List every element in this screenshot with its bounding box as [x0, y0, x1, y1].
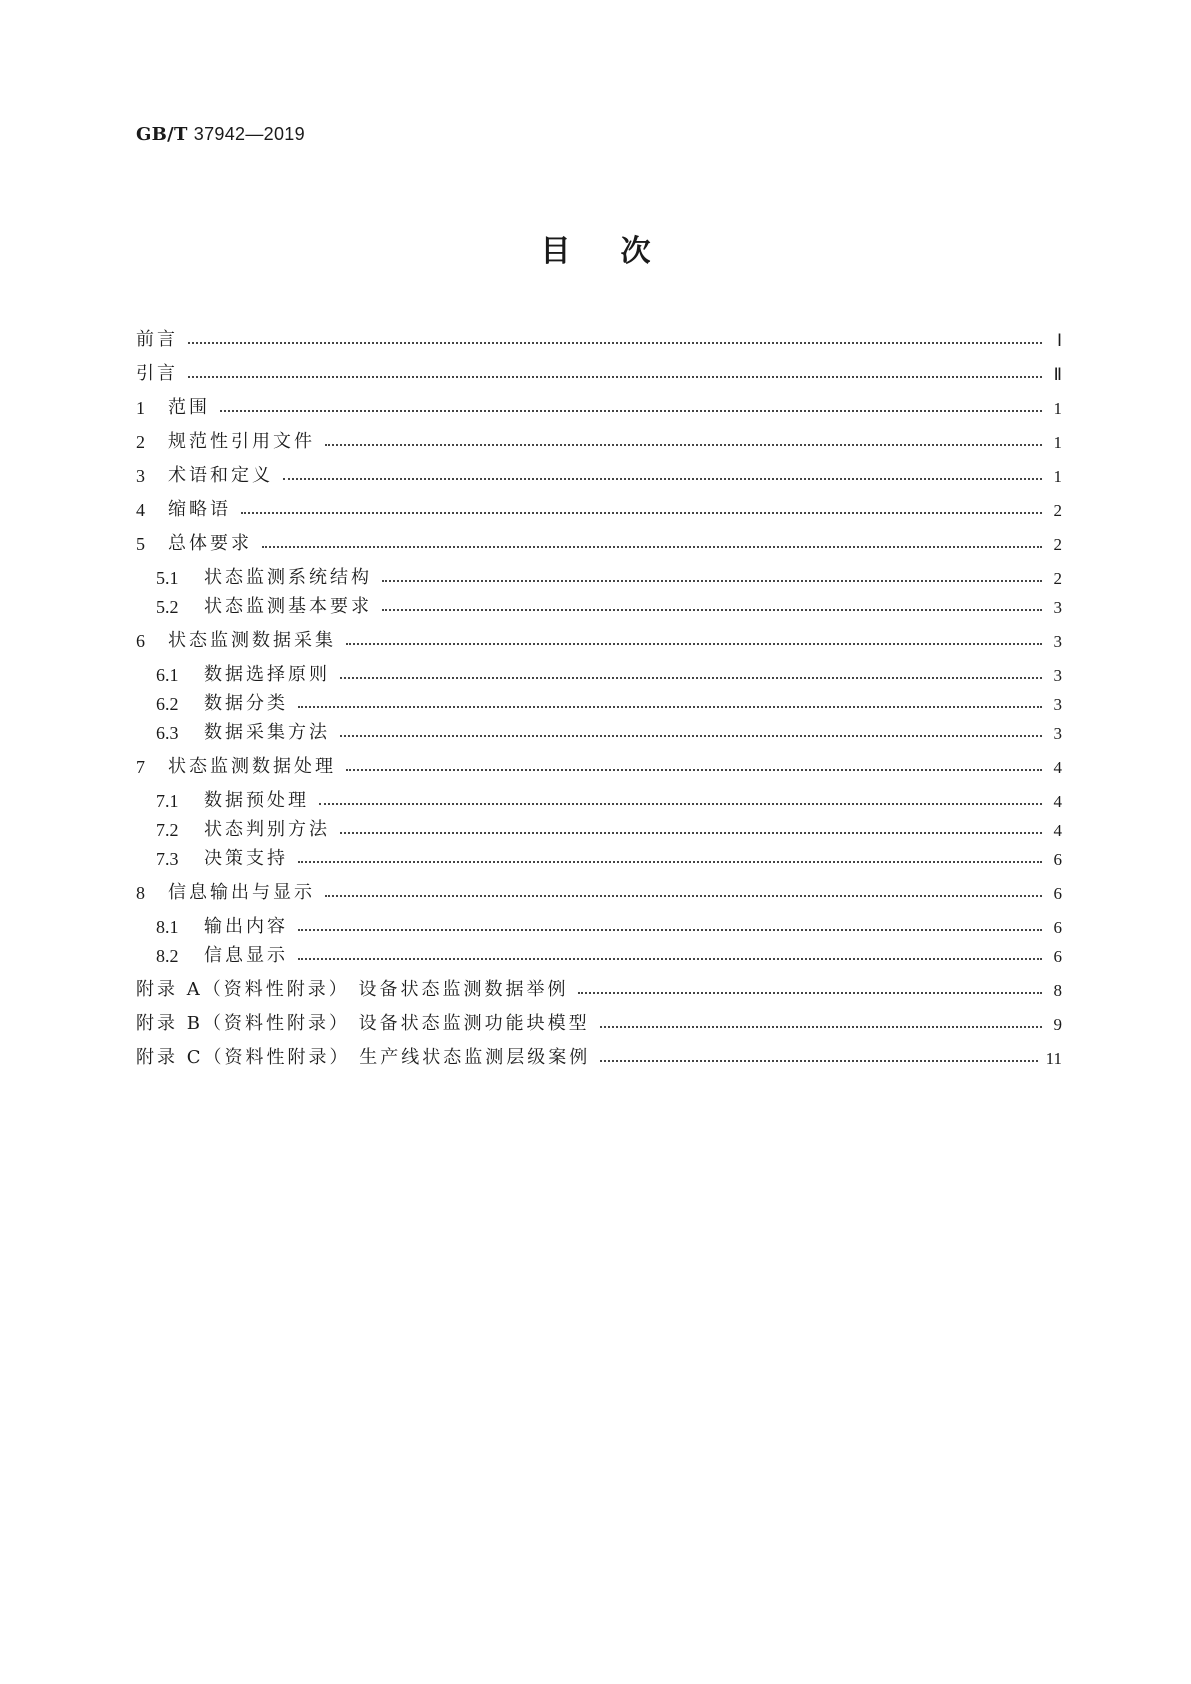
toc-label: 决策支持 [204, 848, 288, 869]
toc-entry-annex-c[interactable] [136, 1043, 1062, 1069]
toc-number: 8.2 [156, 946, 179, 966]
dot-leader [188, 342, 1042, 344]
dot-leader [340, 832, 1042, 834]
toc-label: 附录 A（资料性附录） 设备状态监测数据举例 [136, 979, 569, 1000]
toc-number: 3 [136, 466, 145, 486]
toc-entry-introduction[interactable] [136, 359, 1062, 385]
toc-page: Ⅱ [1053, 365, 1062, 384]
toc-label: 术语和定义 [168, 465, 273, 486]
toc-label: 附录 B（资料性附录） 设备状态监测功能块模型 [136, 1013, 590, 1034]
toc-subentry[interactable] [156, 660, 1062, 686]
toc-page: 3 [1053, 695, 1062, 714]
dot-leader [262, 546, 1042, 548]
toc-label: 引言 [136, 363, 178, 384]
toc-page: 2 [1053, 535, 1062, 554]
toc-page: 1 [1053, 399, 1062, 418]
dot-leader [298, 929, 1042, 931]
toc-number: 6 [136, 631, 145, 651]
dot-leader [382, 580, 1042, 582]
dot-leader [325, 895, 1042, 897]
toc-subentry[interactable] [156, 718, 1062, 744]
toc-page: 8 [1053, 981, 1062, 1000]
dot-leader [346, 769, 1042, 771]
toc-page: 11 [1045, 1049, 1062, 1068]
dot-leader [382, 609, 1042, 611]
toc-number: 6.3 [156, 723, 179, 743]
standard-number: 37942—2019 [193, 124, 305, 144]
toc-label: 前言 [136, 329, 178, 350]
toc-number: 5.1 [156, 568, 179, 588]
dot-leader [241, 512, 1042, 514]
toc-entry[interactable] [136, 495, 1062, 521]
dot-leader [298, 706, 1042, 708]
dot-leader [325, 444, 1042, 446]
dot-leader [600, 1060, 1037, 1062]
toc-page: 4 [1053, 821, 1062, 840]
toc-number: 7 [136, 757, 145, 777]
toc-entry-annex-a[interactable] [136, 975, 1062, 1001]
toc-page: 4 [1053, 792, 1062, 811]
toc-number: 7.1 [156, 791, 179, 811]
toc-label: 范围 [168, 397, 210, 418]
dot-leader [578, 992, 1042, 994]
dot-leader [340, 677, 1042, 679]
standard-prefix: GB/T [136, 124, 188, 145]
toc-subentry[interactable] [156, 912, 1062, 938]
toc-entry[interactable] [136, 529, 1062, 555]
toc-page: 9 [1053, 1015, 1062, 1034]
toc-number: 4 [136, 500, 145, 520]
toc-entry[interactable] [136, 752, 1062, 778]
toc-number: 5.2 [156, 597, 179, 617]
toc-label: 总体要求 [168, 533, 252, 554]
toc-label: 数据选择原则 [204, 664, 330, 685]
toc-label: 信息输出与显示 [168, 882, 315, 903]
toc-label: 数据预处理 [204, 790, 309, 811]
toc-page: 3 [1053, 724, 1062, 743]
toc-label: 状态监测数据处理 [168, 756, 336, 777]
toc-label: 规范性引用文件 [168, 431, 315, 452]
toc-number: 1 [136, 398, 145, 418]
toc-entry[interactable] [136, 427, 1062, 453]
toc-page: 3 [1053, 598, 1062, 617]
toc-number: 7.2 [156, 820, 179, 840]
toc-page: 6 [1053, 884, 1062, 903]
toc-number: 2 [136, 432, 145, 452]
dot-leader [283, 478, 1042, 480]
toc-page: 1 [1053, 433, 1062, 452]
dot-leader [346, 643, 1042, 645]
toc-label: 状态判别方法 [204, 819, 330, 840]
toc-page: 2 [1053, 501, 1062, 520]
toc-entry[interactable] [136, 626, 1062, 652]
toc-label: 数据分类 [204, 693, 288, 714]
toc-label: 状态监测基本要求 [204, 596, 372, 617]
toc-label: 状态监测数据采集 [168, 630, 336, 651]
toc-subentry[interactable] [156, 815, 1062, 841]
toc-subentry[interactable] [156, 592, 1062, 618]
toc-page: 6 [1053, 947, 1062, 966]
toc-number: 6.2 [156, 694, 179, 714]
dot-leader [600, 1026, 1042, 1028]
page-title: 目次 [540, 234, 701, 269]
toc-number: 6.1 [156, 665, 179, 685]
toc-label: 状态监测系统结构 [204, 567, 372, 588]
toc-number: 8.1 [156, 917, 179, 937]
dot-leader [298, 958, 1042, 960]
toc-page: 3 [1053, 632, 1062, 651]
toc-entry-annex-b[interactable] [136, 1009, 1062, 1035]
toc-subentry[interactable] [156, 563, 1062, 589]
toc-page: 6 [1053, 850, 1062, 869]
toc-entry-foreword[interactable] [136, 325, 1062, 351]
dot-leader [340, 735, 1042, 737]
toc-label: 输出内容 [204, 916, 288, 937]
toc-entry[interactable] [136, 393, 1062, 419]
dot-leader [220, 410, 1042, 412]
toc-label: 缩略语 [168, 499, 231, 520]
dot-leader [319, 803, 1042, 805]
toc-entry[interactable] [136, 878, 1062, 904]
standard-code [136, 124, 305, 145]
toc-label: 信息显示 [204, 945, 288, 966]
toc-subentry[interactable] [156, 941, 1062, 967]
toc-number: 5 [136, 534, 145, 554]
toc-page: Ⅰ [1056, 331, 1062, 350]
toc-label: 附录 C（资料性附录） 生产线状态监测层级案例 [136, 1047, 591, 1068]
toc-page: 1 [1053, 467, 1062, 486]
dot-leader [298, 861, 1042, 863]
toc-subentry[interactable] [156, 786, 1062, 812]
toc-page: 4 [1053, 758, 1062, 777]
toc-entry[interactable] [136, 461, 1062, 487]
toc-number: 7.3 [156, 849, 179, 869]
toc-number: 8 [136, 883, 145, 903]
toc-page: 6 [1053, 918, 1062, 937]
toc-subentry[interactable] [156, 844, 1062, 870]
dot-leader [188, 376, 1042, 378]
toc-label: 数据采集方法 [204, 722, 330, 743]
toc-subentry[interactable] [156, 689, 1062, 715]
toc-page: 2 [1053, 569, 1062, 588]
toc-page: 3 [1053, 666, 1062, 685]
